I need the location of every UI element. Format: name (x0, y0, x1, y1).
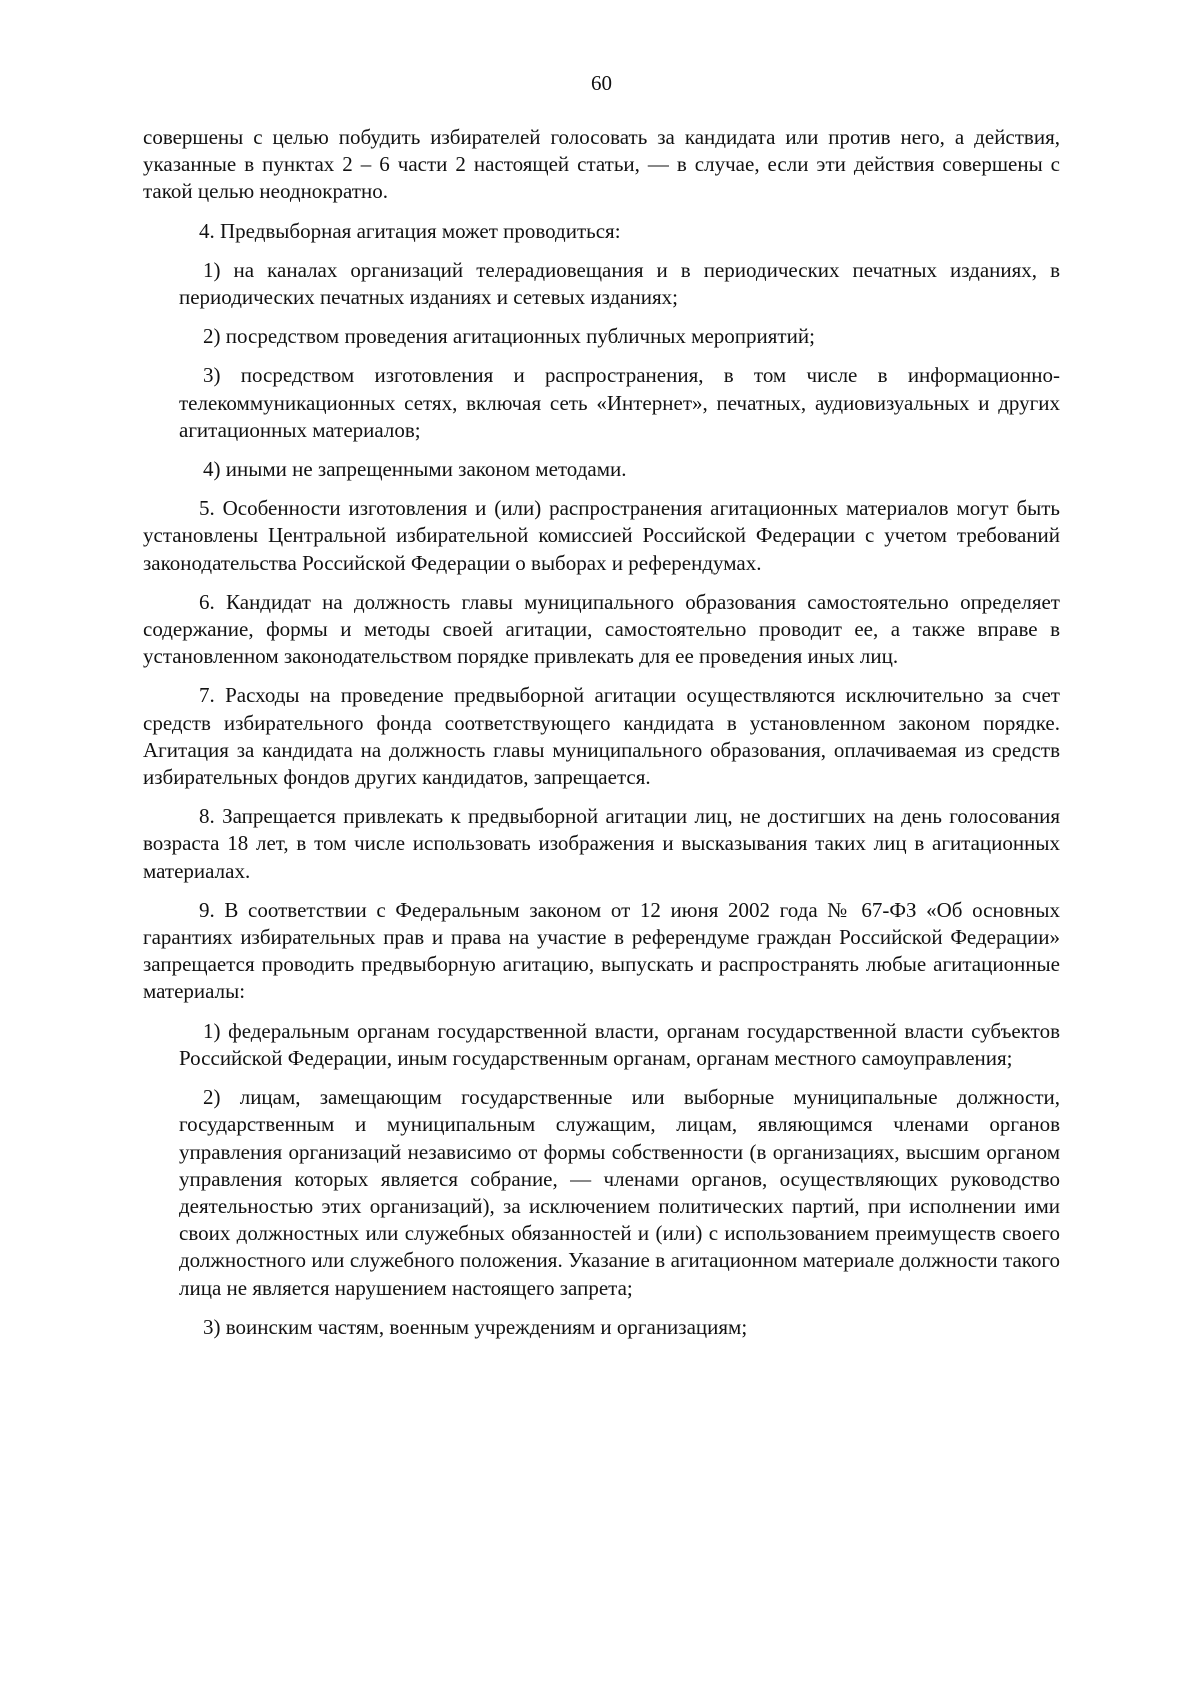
subitem-9-2: 2) лицам, замещающим государственные или выборные муниципальные должности, государственным и муниципальным служащим, лицам, являющимся членами органов управления организаций независимо от формы собственности (в организациях, высшим органом управления которых является собрание, — членами органов, осуществляющих руководство деятельностью этих организаций), за исключением политических партий, при исполнении ими своих должностных или служебных обязанностей и (или) с использованием преимуществ своего должностного или служебного положения. Указание в агитационном материале должности такого лица не является нарушением настоящего запрета; (179, 1085, 1060, 1300)
subitem-9-1: 1) федеральным органам государственной власти, органам государственной власти субъектов Российской Федерации, иным государственным органам, органам местного самоуправления; (179, 1018, 1060, 1070)
subitem-4-4: 4) иными не запрещенными законом методами. (203, 457, 627, 482)
paragraph-item-4: 4. Предвыборная агитация может проводиться: (199, 218, 621, 243)
paragraph-item-5: 5. Особенности изготовления и (или) распространения агитационных материалов могут быть установлены Центральной избирательной комиссией Российской Федерации с учетом требований законодательства Российской Федерации о выборах и референдумах. (143, 496, 1060, 575)
paragraph-item-6: 6. Кандидат на должность главы муниципального образования самостоятельно определяет содержание, формы и методы своей агитации, самостоятельно проводит ее, а также вправе в установленном законодательством порядке привлекать для ее проведения иных лиц. (143, 589, 1060, 669)
paragraph-item-7: 7. Расходы на проведение предвыборной агитации осуществляются исключительно за счет средств избирательного фонда соответствующего кандидата в установленном законом порядке. Агитация за кандидата на должность главы муниципального образования, оплачиваемая из средств избирательных фондов других кандидатов, запрещается. (143, 683, 1060, 790)
subitem-4-1: 1) на каналах организаций телерадиовещания и в периодических печатных изданиях, в периодических печатных изданиях и сетевых изданиях; (179, 257, 1060, 310)
subitem-4-3: 3) посредством изготовления и распространения, в том числе в информационно-телекоммуникационных сетях, включая сеть «Интернет», печатных, аудиовизуальных и других агитационных материалов; (179, 363, 1060, 442)
page-number: 60 (591, 71, 612, 95)
paragraph-item-8: 8. Запрещается привлекать к предвыборной агитации лиц, не достигших на день голосования возраста 18 лет, в том числе использовать изображения и высказывания таких лиц в агитационных материалах. (143, 804, 1060, 883)
subitem-4-2: 2) посредством проведения агитационных публичных мероприятий; (203, 324, 815, 349)
paragraph-continuation: совершены с целью побудить избирателей голосовать за кандидата или против него, а действия, указанные в пунктах 2 – 6 части 2 настоящей статьи, — в случае, если эти действия совершены с такой целью неоднократно. (143, 125, 1060, 204)
paragraph-item-9: 9. В соответствии с Федеральным законом от 12 июня 2002 года № 67-ФЗ «Об основных гарантиях избирательных прав и права на участие в референдуме граждан Российской Федерации» запрещается проводить предвыборную агитацию, выпускать и распространять любые агитационные материалы: (143, 897, 1060, 1004)
page-body (143, 124, 1060, 1341)
subitem-9-3: 3) воинским частям, военным учреждениям и организациям; (203, 1314, 748, 1339)
